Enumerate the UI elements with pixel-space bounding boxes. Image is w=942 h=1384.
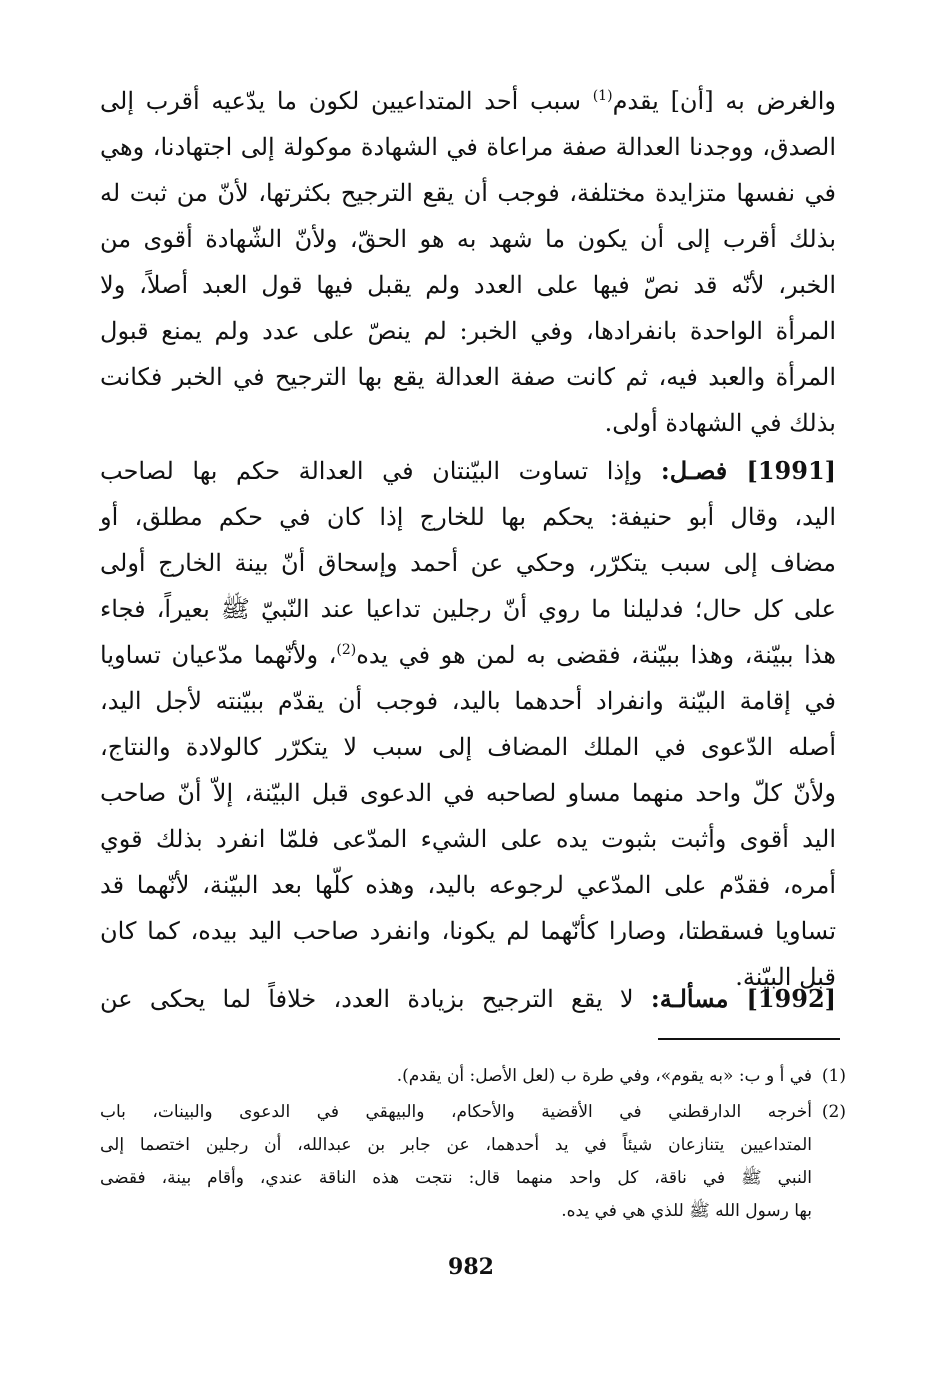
text-line: [1992] مسألـة: لا يقع الترجيح بزيادة العدد، خلافاً لما يحكى عن xyxy=(100,984,837,1013)
footnote-line: (2)أخرجه الدارقطني في الأقضية والأحكام، والبيهقي في الدعوى والبينات، باب xyxy=(100,1096,846,1129)
footnote-line: (1)في أ و ب: «به يقوم»، وفي طرة ب (لعل الأصل: أن يقدم). xyxy=(100,1060,846,1093)
footnote-2 xyxy=(100,1096,846,1228)
text-line: اليد أقوى وأثبت بثبوت يده على الشيء المدّعى فلمّا انفرد بذلك قوي xyxy=(100,825,836,853)
text-line: الصدق، ووجدنا العدالة صفة مراعاة في الشهادة موكولة إلى اجتهادنا، وهي xyxy=(100,133,836,161)
section-heading-1991: [1991] فصـل: xyxy=(660,456,837,485)
footnote-1 xyxy=(100,1060,846,1093)
section-heading-1992: [1992] مسألـة: xyxy=(650,984,837,1013)
text-line: بذلك في الشهادة أولى. xyxy=(604,409,836,437)
footnote-ref-2[interactable]: (2) xyxy=(336,642,357,658)
footnote-line: المتداعيين يتنازعان شيئاً في يد أحدهما، عن جابر بن عبدالله، أن رجلين اختصما إلى xyxy=(100,1135,812,1155)
text-line: أصله الدّعوى في الملك المضاف إلى سبب لا يتكرّر كالولادة والنتاج، xyxy=(100,733,836,761)
page-number: 982 xyxy=(448,1254,494,1280)
footnote-number: (2) xyxy=(821,1102,846,1122)
footnote-ref-1[interactable]: (1) xyxy=(592,88,613,104)
text-line: قبل البيّنة. xyxy=(735,963,836,991)
footnote-line: النبي ﷺ في ناقة، كل واحد منهما قال: نتجت هذه الناقة عندي، وأقام بينة، فقضى xyxy=(100,1168,812,1188)
text-line: تساويا فسقطتا، وصارا كأنّهما لم يكونا، وانفرد صاحب اليد بيده، كما كان xyxy=(100,917,836,945)
text-line: المرأة والعبد فيه، ثم كانت صفة العدالة يقع بها الترجيح في الخبر فكانت xyxy=(100,363,836,391)
text-line: ولأنّ كلّ واحد منهما مساو لصاحبه في الدعوى قبل البيّنة، إلاّ أنّ صاحب xyxy=(100,779,836,807)
text-line: مضاف إلى سبب يتكرّر، وحكي عن أحمد وإسحاق أنّ بينة الخارج أولى xyxy=(100,549,836,577)
text-line: المرأة الواحدة بانفرادها، وفي الخبر: لم ينصّ على عدد ولم يمنع قبول xyxy=(100,317,836,345)
text-line: في نفسها متزايدة مختلفة، فوجب أن يقع الترجيح بكثرتها، لأنّ من ثبت له xyxy=(100,179,836,207)
footnote-divider xyxy=(658,1038,840,1040)
text-line: في إقامة البيّنة وانفراد أحدهما باليد، فوجب أن يقدّم ببيّنته لأجل اليد، xyxy=(100,687,836,715)
paragraph-1 xyxy=(100,78,836,446)
text-line: والغرض به [أن] يقدم$^{(1)}$ سبب أحد المتداعيين لكون ما يدّعيه أقرب إلى xyxy=(100,87,836,115)
text-line: أمره، فقدّم على المدّعي لرجوعه باليد، وهذه كلّها بعد البيّنة، لأنّهما قد xyxy=(100,871,836,899)
paragraph-2 xyxy=(100,448,836,1000)
paragraph-3 xyxy=(100,976,836,1022)
footnote-line: بها رسول الله ﷺ للذي هي في يده. xyxy=(561,1201,812,1221)
text-line: [1991] فصـل: وإذا تساوت البيّنتان في العدالة حكم بها لصاحب xyxy=(100,456,837,485)
text-line: بذلك أقرب إلى أن يكون ما شهد به هو الحقّ، ولأنّ الشّهادة أقوى من xyxy=(100,225,836,253)
text-line: على كل حال؛ فدليلنا ما روي أنّ رجلين تداعيا عند النّبيّ ﷺ بعيراً، فجاء xyxy=(100,595,836,623)
text-line: الخبر، لأنّه قد نصّ فيها على العدد ولم يقبل فيها قول العبد أصلاً، ولا xyxy=(100,271,836,299)
text-line: اليد، وقال أبو حنيفة: يحكم بها للخارج إذا كان في حكم مطلق، أو xyxy=(100,503,836,531)
footnote-number: (1) xyxy=(821,1066,846,1086)
text-line: هذا ببيّنة، وهذا ببيّنة، فقضى به لمن هو في يده$^{(2)}$، ولأنّهما مدّعيان تساويا xyxy=(100,641,837,669)
